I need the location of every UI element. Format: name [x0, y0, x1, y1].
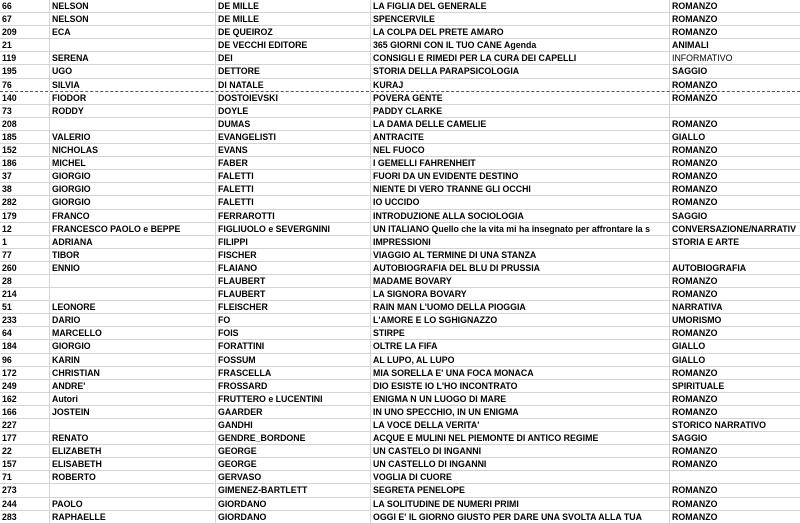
table-row	[0, 393, 800, 406]
cell-last[interactable]: DE VECCHI EDITORE	[216, 39, 371, 51]
cell-id[interactable]: 185	[0, 131, 50, 143]
cell-title[interactable]: UN ITALIANO Quello che la vita mi ha insegnato per affrontare la s	[371, 223, 670, 235]
cell-id[interactable]: 177	[0, 432, 50, 444]
cell-genre[interactable]: ROMANZO	[672, 393, 718, 404]
cell-last[interactable]: FERRAROTTI	[216, 210, 371, 222]
cell-first[interactable]	[50, 275, 216, 287]
cell-genre[interactable]: ROMANZO	[672, 511, 718, 522]
cell-title[interactable]: VOGLIA DI CUORE	[371, 471, 670, 483]
table-row	[0, 144, 800, 157]
cell-last[interactable]: GIMENEZ-BARTLETT	[216, 484, 371, 496]
cell-first[interactable]: ENNIO	[50, 262, 216, 274]
cell-id[interactable]: 22	[0, 445, 50, 457]
cell-first[interactable]: ECA	[50, 26, 216, 38]
cell-first[interactable]: MARCELLO	[50, 327, 216, 339]
cell-title[interactable]: NIENTE DI VERO TRANNE GLI OCCHI	[371, 183, 670, 195]
cell-id[interactable]: 162	[0, 393, 50, 405]
cell-last[interactable]: FABER	[216, 157, 371, 169]
cell-id[interactable]: 152	[0, 144, 50, 156]
cell-first[interactable]: NELSON	[50, 13, 216, 25]
cell-title[interactable]: MIA SORELLA E' UNA FOCA MONACA	[371, 367, 670, 379]
cell-first[interactable]: ROBERTO	[50, 471, 216, 483]
cell-genre[interactable]: ROMANZO	[672, 92, 718, 103]
cell-first[interactable]: ELISABETH	[50, 458, 216, 470]
cell-id[interactable]: 77	[0, 249, 50, 261]
cell-id[interactable]: 249	[0, 380, 50, 392]
table-row	[0, 314, 800, 327]
cell-first[interactable]: TIBOR	[50, 249, 216, 261]
cell-id[interactable]: 227	[0, 419, 50, 431]
cell-first[interactable]: ELIZABETH	[50, 445, 216, 457]
cell-title[interactable]: POVERA GENTE	[371, 92, 670, 104]
cell-genre[interactable]: ROMANZO	[672, 328, 718, 339]
table-row	[0, 52, 800, 65]
cell-genre[interactable]: ROMANZO	[672, 27, 718, 38]
cell-id[interactable]: 71	[0, 471, 50, 483]
cell-genre[interactable]: ROMANZO	[672, 485, 718, 496]
cell-genre[interactable]: ROMANZO	[672, 498, 718, 509]
cell-genre[interactable]: UMORISMO	[672, 315, 722, 326]
table-row	[0, 249, 800, 262]
cell-genre[interactable]: ROMANZO	[672, 446, 718, 457]
cell-first[interactable]: ANDRE'	[50, 380, 216, 392]
cell-title[interactable]: OGGI E' IL GIORNO GIUSTO PER DARE UNA SVOLTA ALLA TUA	[371, 511, 670, 523]
cell-last[interactable]: FOIS	[216, 327, 371, 339]
cell-last[interactable]: GIORDANO	[216, 511, 371, 523]
table-row	[0, 170, 800, 183]
cell-first[interactable]: NICHOLAS	[50, 144, 216, 156]
cell-id[interactable]: 244	[0, 498, 50, 510]
cell-first[interactable]: MICHEL	[50, 157, 216, 169]
cell-title[interactable]: KURAJ	[371, 79, 670, 91]
cell-last[interactable]: FALETTI	[216, 196, 371, 208]
cell-last[interactable]: DETTORE	[216, 65, 371, 77]
cell-genre[interactable]: ROMANZO	[672, 79, 718, 90]
cell-id[interactable]: 208	[0, 118, 50, 130]
cell-last[interactable]: GERVASO	[216, 471, 371, 483]
cell-id[interactable]: 96	[0, 354, 50, 366]
cell-genre[interactable]: ROMANZO	[672, 118, 718, 129]
cell-last[interactable]: EVANGELISTI	[216, 131, 371, 143]
cell-first[interactable]	[50, 39, 216, 51]
cell-title[interactable]: LA VOCE DELLA VERITA'	[371, 419, 670, 431]
cell-id[interactable]: 179	[0, 210, 50, 222]
cell-title[interactable]: LA COLPA DEL PRETE AMARO	[371, 26, 670, 38]
cell-last[interactable]: FIGLIUOLO e SEVERGNINI	[216, 223, 371, 235]
table-row	[0, 13, 800, 26]
cell-first[interactable]: KARIN	[50, 354, 216, 366]
table-row	[0, 340, 800, 353]
cell-id[interactable]: 214	[0, 288, 50, 300]
table-row	[0, 511, 800, 524]
cell-title[interactable]: I GEMELLI FAHRENHEIT	[371, 157, 670, 169]
cell-title[interactable]: ANTRACITE	[371, 131, 670, 143]
cell-last[interactable]: GEORGE	[216, 445, 371, 457]
cell-first[interactable]: LEONORE	[50, 301, 216, 313]
table-row	[0, 92, 800, 105]
cell-first[interactable]: GIORGIO	[50, 183, 216, 195]
table-row	[0, 406, 800, 419]
table-row	[0, 327, 800, 340]
table-row	[0, 484, 800, 497]
cell-last[interactable]: FISCHER	[216, 249, 371, 261]
table-row	[0, 26, 800, 39]
cell-id[interactable]: 184	[0, 340, 50, 352]
cell-title[interactable]: ENIGMA N UN LUOGO DI MARE	[371, 393, 670, 405]
cell-title[interactable]: 365 GIORNI CON IL TUO CANE Agenda	[371, 39, 670, 51]
table-row	[0, 275, 800, 288]
cell-genre[interactable]: ROMANZO	[672, 184, 718, 195]
cell-first[interactable]: DARIO	[50, 314, 216, 326]
cell-genre[interactable]: ROMANZO	[672, 367, 718, 378]
cell-genre[interactable]: INFORMATIVO	[672, 53, 733, 64]
cell-last[interactable]: FLAUBERT	[216, 288, 371, 300]
cell-id[interactable]: 282	[0, 196, 50, 208]
cell-last[interactable]: FLAIANO	[216, 262, 371, 274]
cell-last[interactable]: GIORDANO	[216, 498, 371, 510]
cell-title[interactable]: IN UNO SPECCHIO, IN UN ENIGMA	[371, 406, 670, 418]
cell-first[interactable]: GIORGIO	[50, 170, 216, 182]
cell-last[interactable]: FLAUBERT	[216, 275, 371, 287]
cell-id[interactable]: 12	[0, 223, 50, 235]
table-row	[0, 183, 800, 196]
cell-id[interactable]: 67	[0, 13, 50, 25]
cell-title[interactable]: STIRPE	[371, 327, 670, 339]
cell-first[interactable]	[50, 419, 216, 431]
table-row	[0, 367, 800, 380]
cell-id[interactable]: 195	[0, 65, 50, 77]
cell-last[interactable]: FO	[216, 314, 371, 326]
cell-genre[interactable]: ROMANZO	[672, 289, 718, 300]
cell-last[interactable]: GEORGE	[216, 458, 371, 470]
cell-genre[interactable]: SAGGIO	[672, 66, 708, 77]
table-row	[0, 196, 800, 209]
cell-genre[interactable]: GIALLO	[672, 131, 706, 142]
cell-last[interactable]: FORATTINI	[216, 340, 371, 352]
cell-id[interactable]: 73	[0, 105, 50, 117]
cell-id[interactable]: 1	[0, 236, 50, 248]
cell-title[interactable]: INTRODUZIONE ALLA SOCIOLOGIA	[371, 210, 670, 222]
cell-id[interactable]: 28	[0, 275, 50, 287]
cell-first[interactable]	[50, 288, 216, 300]
cell-genre[interactable]: CONVERSAZIONE/NARRATIV	[672, 223, 796, 234]
cell-id[interactable]: 21	[0, 39, 50, 51]
cell-title[interactable]: CONSIGLI E RIMEDI PER LA CURA DEI CAPELLI	[371, 52, 670, 64]
cell-genre[interactable]: AUTOBIOGRAFIA	[672, 262, 747, 273]
cell-first[interactable]	[50, 118, 216, 130]
cell-last[interactable]: DOSTOIEVSKI	[216, 92, 371, 104]
cell-last[interactable]: DE QUEIROZ	[216, 26, 371, 38]
cell-title[interactable]: SPENCERVILE	[371, 13, 670, 25]
table-row	[0, 105, 800, 118]
cell-genre[interactable]: ROMANZO	[672, 145, 718, 156]
table-row	[0, 301, 800, 314]
table-row	[0, 419, 800, 432]
cell-title[interactable]: ACQUE E MULINI NEL PIEMONTE DI ANTICO REGIME	[371, 432, 670, 444]
cell-genre[interactable]: ROMANZO	[672, 197, 718, 208]
table-row	[0, 432, 800, 445]
cell-title[interactable]: IMPRESSIONI	[371, 236, 670, 248]
cell-id[interactable]: 283	[0, 511, 50, 523]
cell-title[interactable]: L'AMORE E LO SGHIGNAZZO	[371, 314, 670, 326]
cell-genre[interactable]: SAGGIO	[672, 433, 708, 444]
cell-title[interactable]: FUORI DA UN EVIDENTE DESTINO	[371, 170, 670, 182]
table-row	[0, 118, 800, 131]
cell-genre[interactable]: ROMANZO	[672, 275, 718, 286]
table-row	[0, 39, 800, 52]
cell-first[interactable]: ADRIANA	[50, 236, 216, 248]
cell-last[interactable]: FLEISCHER	[216, 301, 371, 313]
table-row	[0, 354, 800, 367]
cell-id[interactable]: 233	[0, 314, 50, 326]
cell-first[interactable]: UGO	[50, 65, 216, 77]
cell-last[interactable]: FILIPPI	[216, 236, 371, 248]
cell-id[interactable]: 76	[0, 79, 50, 91]
cell-last[interactable]: FROSSARD	[216, 380, 371, 392]
cell-title[interactable]: VIAGGIO AL TERMINE DI UNA STANZA	[371, 249, 670, 261]
cell-last[interactable]: DE MILLE	[216, 0, 371, 12]
cell-first[interactable]: JOSTEIN	[50, 406, 216, 418]
cell-last[interactable]: EVANS	[216, 144, 371, 156]
table-row	[0, 223, 800, 236]
table-row	[0, 236, 800, 249]
cell-first[interactable]: SERENA	[50, 52, 216, 64]
cell-title[interactable]: PADDY CLARKE	[371, 105, 670, 117]
cell-id[interactable]: 273	[0, 484, 50, 496]
cell-first[interactable]: VALERIO	[50, 131, 216, 143]
table-row	[0, 210, 800, 223]
cell-last[interactable]: DOYLE	[216, 105, 371, 117]
cell-first[interactable]: RODDY	[50, 105, 216, 117]
cell-title[interactable]: UN CASTELLO DI INGANNI	[371, 458, 670, 470]
cell-genre[interactable]	[670, 249, 800, 261]
table-row	[0, 79, 800, 92]
cell-id[interactable]: 51	[0, 301, 50, 313]
cell-title[interactable]: NEL FUOCO	[371, 144, 670, 156]
cell-genre[interactable]: GIALLO	[672, 341, 706, 352]
cell-genre[interactable]: ROMANZO	[672, 406, 718, 417]
cell-title[interactable]: RAIN MAN L'UOMO DELLA PIOGGIA	[371, 301, 670, 313]
cell-id[interactable]: 260	[0, 262, 50, 274]
cell-genre[interactable]: ROMANZO	[672, 158, 718, 169]
cell-first[interactable]: PAOLO	[50, 498, 216, 510]
cell-id[interactable]: 140	[0, 92, 50, 104]
cell-genre[interactable]	[670, 105, 800, 117]
cell-id[interactable]: 186	[0, 157, 50, 169]
cell-id[interactable]: 38	[0, 183, 50, 195]
cell-first[interactable]: FIODOR	[50, 92, 216, 104]
cell-last[interactable]: DEI	[216, 52, 371, 64]
cell-last[interactable]: DI NATALE	[216, 79, 371, 91]
cell-first[interactable]: Autori	[50, 393, 216, 405]
cell-last[interactable]: FALETTI	[216, 183, 371, 195]
cell-title[interactable]: LA SOLITUDINE DE NUMERI PRIMI	[371, 498, 670, 510]
cell-genre[interactable]: ROMANZO	[672, 14, 718, 25]
cell-first[interactable]: GIORGIO	[50, 196, 216, 208]
cell-last[interactable]: FRASCELLA	[216, 367, 371, 379]
cell-title[interactable]: STORIA DELLA PARAPSICOLOGIA	[371, 65, 670, 77]
cell-last[interactable]: FALETTI	[216, 170, 371, 182]
cell-first[interactable]: SILVIA	[50, 79, 216, 91]
table-row	[0, 262, 800, 275]
cell-title[interactable]: IO UCCIDO	[371, 196, 670, 208]
cell-id[interactable]: 157	[0, 458, 50, 470]
cell-genre[interactable]: ROMANZO	[672, 171, 718, 182]
cell-title[interactable]: AL LUPO, AL LUPO	[371, 354, 670, 366]
table-row	[0, 445, 800, 458]
cell-id[interactable]: 119	[0, 52, 50, 64]
cell-title[interactable]: LA FIGLIA DEL GENERALE	[371, 0, 670, 12]
cell-genre[interactable]: ROMANZO	[672, 1, 718, 11]
table-row	[0, 131, 800, 144]
cell-first[interactable]	[50, 484, 216, 496]
cell-first[interactable]: CHRISTIAN	[50, 367, 216, 379]
table-row	[0, 157, 800, 170]
cell-genre[interactable]: STORICO NARRATIVO	[672, 420, 766, 430]
cell-genre[interactable]: GIALLO	[672, 354, 706, 365]
cell-id[interactable]: 172	[0, 367, 50, 379]
cell-genre[interactable]	[670, 471, 800, 483]
cell-first[interactable]: FRANCESCO PAOLO e BEPPE	[50, 223, 216, 235]
cell-first[interactable]: NELSON	[50, 0, 216, 12]
cell-genre[interactable]: SPIRITUALE	[672, 380, 725, 391]
cell-first[interactable]: FRANCO	[50, 210, 216, 222]
cell-genre[interactable]: SAGGIO	[672, 210, 708, 221]
cell-last[interactable]: GENDRE_BORDONE	[216, 432, 371, 444]
table-row	[0, 0, 800, 13]
cell-id[interactable]: 166	[0, 406, 50, 418]
cell-genre[interactable]: STORIA E ARTE	[672, 236, 740, 247]
cell-title[interactable]: OLTRE LA FIFA	[371, 340, 670, 352]
cell-first[interactable]: RENATO	[50, 432, 216, 444]
cell-title[interactable]: UN CASTELO DI INGANNI	[371, 445, 670, 457]
cell-genre[interactable]: NARRATIVA	[672, 302, 723, 313]
cell-first[interactable]: RAPHAELLE	[50, 511, 216, 523]
cell-id[interactable]: 37	[0, 170, 50, 182]
cell-last[interactable]: FOSSUM	[216, 354, 371, 366]
table-row	[0, 471, 800, 484]
cell-last[interactable]: FRUTTERO e LUCENTINI	[216, 393, 371, 405]
cell-id[interactable]: 66	[0, 0, 50, 12]
cell-title[interactable]: MADAME BOVARY	[371, 275, 670, 287]
cell-genre[interactable]: ROMANZO	[672, 459, 718, 470]
table-row	[0, 380, 800, 393]
cell-title[interactable]: LA SIGNORA BOVARY	[371, 288, 670, 300]
cell-last[interactable]: DE MILLE	[216, 13, 371, 25]
cell-title[interactable]: LA DAMA DELLE CAMELIE	[371, 118, 670, 130]
cell-genre[interactable]: ANIMALI	[672, 40, 709, 51]
table-row	[0, 288, 800, 301]
cell-id[interactable]: 64	[0, 327, 50, 339]
table-row	[0, 65, 800, 78]
cell-last[interactable]: GAARDER	[216, 406, 371, 418]
cell-title[interactable]: SEGRETA PENELOPE	[371, 484, 670, 496]
cell-title[interactable]: AUTOBIOGRAFIA DEL BLU DI PRUSSIA	[371, 262, 670, 274]
cell-first[interactable]: GIORGIO	[50, 340, 216, 352]
table-row	[0, 458, 800, 471]
table-row	[0, 498, 800, 511]
cell-last[interactable]: GANDHI	[216, 419, 371, 431]
cell-last[interactable]: DUMAS	[216, 118, 371, 130]
cell-title[interactable]: DIO ESISTE IO L'HO INCONTRATO	[371, 380, 670, 392]
cell-id[interactable]: 209	[0, 26, 50, 38]
